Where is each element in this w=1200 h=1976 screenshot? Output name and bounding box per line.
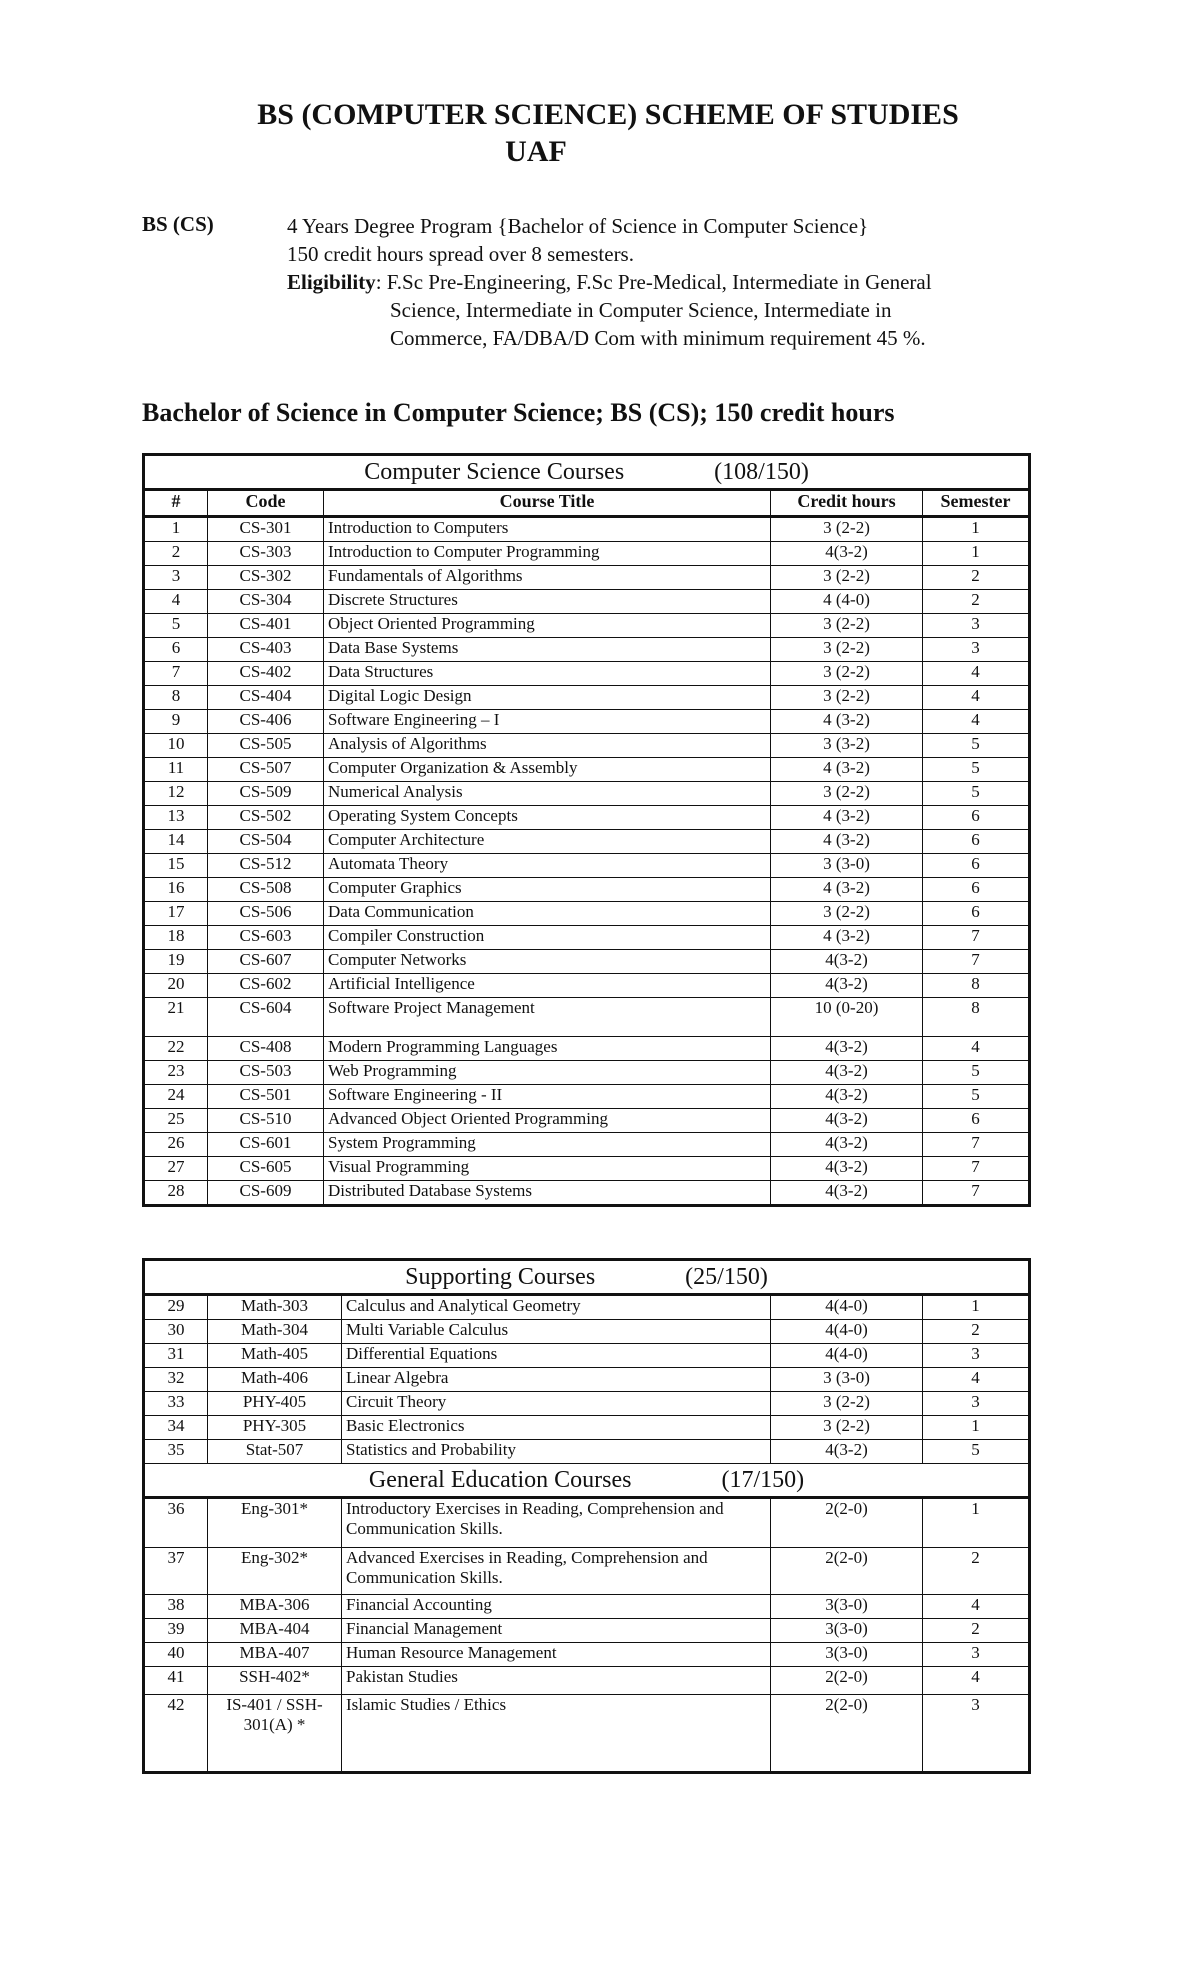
column-header-row-number: # [144,490,208,517]
course-title: Multi Variable Calculus [342,1320,771,1344]
column-header-credit-hours: Credit hours [771,490,923,517]
course-code: CS-304 [208,590,324,614]
course-code: CS-406 [208,710,324,734]
course-code: CS-401 [208,614,324,638]
credit-hours: 3 (2-2) [771,782,923,806]
program-label: BS (CS) [142,212,214,236]
course-code: CS-509 [208,782,324,806]
credit-hours: 4 (4-0) [771,590,923,614]
semester: 5 [923,1440,1030,1464]
course-code: MBA-407 [208,1643,342,1667]
credit-hours: 4 (3-2) [771,710,923,734]
course-code: CS-402 [208,662,324,686]
program-line-1: 4 Years Degree Program {Bachelor of Science in Computer Science} [287,214,869,238]
row-number: 11 [144,758,208,782]
row-number: 40 [144,1643,208,1667]
row-number: 25 [144,1109,208,1133]
section-heading: Bachelor of Science in Computer Science; BS (CS); 150 credit hours [142,398,895,427]
semester: 4 [923,662,1030,686]
column-header-course-code: Code [208,490,324,517]
table-row [144,758,1030,782]
table-row [144,662,1030,686]
row-number: 14 [144,830,208,854]
table-row [144,974,1030,998]
course-code: Stat-507 [208,1440,342,1464]
semester: 6 [923,878,1030,902]
course-title: Introduction to Computers [324,517,771,542]
semester: 3 [923,614,1030,638]
row-number: 26 [144,1133,208,1157]
row-number: 23 [144,1061,208,1085]
course-title: Financial Management [342,1619,771,1643]
credit-hours: 4(3-2) [771,1157,923,1181]
section-title-row [144,1464,1030,1498]
row-number: 34 [144,1416,208,1440]
course-code: CS-510 [208,1109,324,1133]
course-code: CS-603 [208,926,324,950]
section-title: Computer Science Courses [364,459,625,485]
credit-hours: 2(2-0) [771,1667,923,1695]
course-title: Basic Electronics [342,1416,771,1440]
credit-hours: 4(3-2) [771,974,923,998]
credit-hours: 3 (2-2) [771,1416,923,1440]
semester: 5 [923,1061,1030,1085]
semester: 7 [923,1157,1030,1181]
row-number: 10 [144,734,208,758]
table-row [144,1061,1030,1085]
course-title: Pakistan Studies [342,1667,771,1695]
row-number: 37 [144,1548,208,1595]
row-number: 4 [144,590,208,614]
course-code: CS-403 [208,638,324,662]
row-number: 31 [144,1344,208,1368]
row-number: 30 [144,1320,208,1344]
credit-hours: 3 (2-2) [771,517,923,542]
semester: 6 [923,1109,1030,1133]
semester: 7 [923,1181,1030,1206]
table-row [144,1133,1030,1157]
course-title: Differential Equations [342,1344,771,1368]
course-code: CS-604 [208,998,324,1037]
credit-hours: 3 (2-2) [771,662,923,686]
semester: 5 [923,1085,1030,1109]
credit-hours: 4(3-2) [771,1109,923,1133]
table-row [144,1037,1030,1061]
course-title: Data Base Systems [324,638,771,662]
table-row [144,902,1030,926]
row-number: 19 [144,950,208,974]
row-number: 17 [144,902,208,926]
credit-hours: 2(2-0) [771,1695,923,1773]
row-number: 16 [144,878,208,902]
section-title-cell [144,455,1030,490]
course-code: CS-502 [208,806,324,830]
credit-hours: 2(2-0) [771,1498,923,1548]
credit-hours: 4 (3-2) [771,830,923,854]
semester: 2 [923,1548,1030,1595]
course-title: Object Oriented Programming [324,614,771,638]
table-row [144,1440,1030,1464]
credit-hours: 3(3-0) [771,1595,923,1619]
course-code: MBA-404 [208,1619,342,1643]
course-code: CS-503 [208,1061,324,1085]
course-code: Math-406 [208,1368,342,1392]
table-row [144,1695,1030,1773]
row-number: 29 [144,1295,208,1320]
row-number: 28 [144,1181,208,1206]
table-row [144,1498,1030,1548]
table-row [144,1643,1030,1667]
table-row [144,1109,1030,1133]
column-header-course-title: Course Title [324,490,771,517]
course-title: Statistics and Probability [342,1440,771,1464]
course-title: Calculus and Analytical Geometry [342,1295,771,1320]
credit-hours: 4(4-0) [771,1320,923,1344]
semester: 3 [923,1643,1030,1667]
table-row [144,710,1030,734]
table-row [144,566,1030,590]
course-code: CS-301 [208,517,324,542]
semester: 1 [923,1416,1030,1440]
credit-hours: 4(3-2) [771,950,923,974]
semester: 4 [923,710,1030,734]
section-title-row [144,1260,1030,1295]
course-title: Circuit Theory [342,1392,771,1416]
course-code: Eng-302* [208,1548,342,1595]
table-row [144,854,1030,878]
row-number: 3 [144,566,208,590]
eligibility-text-3: Commerce, FA/DBA/D Com with minimum requirement 45 %. [390,326,926,350]
credit-hours: 3 (2-2) [771,638,923,662]
course-title: Financial Accounting [342,1595,771,1619]
row-number: 24 [144,1085,208,1109]
semester: 5 [923,758,1030,782]
semester: 1 [923,517,1030,542]
semester: 1 [923,542,1030,566]
course-title: System Programming [324,1133,771,1157]
course-title: Computer Organization & Assembly [324,758,771,782]
program-line-2: 150 credit hours spread over 8 semesters. [287,242,634,266]
course-title: Human Resource Management [342,1643,771,1667]
credit-hours: 3(3-0) [771,1619,923,1643]
semester: 4 [923,1037,1030,1061]
credit-hours: 4 (3-2) [771,806,923,830]
cs-courses-table [142,453,1031,1207]
table-row [144,830,1030,854]
semester: 5 [923,734,1030,758]
course-title: Linear Algebra [342,1368,771,1392]
row-number: 5 [144,614,208,638]
table-row [144,590,1030,614]
semester: 6 [923,806,1030,830]
credit-hours: 4(3-2) [771,1440,923,1464]
course-code: IS-401 / SSH-301(A) * [208,1695,342,1773]
semester: 4 [923,1667,1030,1695]
semester: 6 [923,830,1030,854]
table-row [144,1667,1030,1695]
credit-hours: 3 (2-2) [771,566,923,590]
course-title: Advanced Object Oriented Programming [324,1109,771,1133]
semester: 3 [923,638,1030,662]
table-row [144,1085,1030,1109]
credit-hours: 3 (3-2) [771,734,923,758]
course-title: Analysis of Algorithms [324,734,771,758]
course-title: Artificial Intelligence [324,974,771,998]
section-title-cell [144,1464,1030,1498]
course-title: Computer Architecture [324,830,771,854]
document-title: BS (COMPUTER SCIENCE) SCHEME OF STUDIES [257,98,959,131]
course-code: CS-605 [208,1157,324,1181]
credit-hours: 4(4-0) [771,1344,923,1368]
course-code: MBA-306 [208,1595,342,1619]
credit-hours: 3(3-0) [771,1643,923,1667]
section-credit-share: (25/150) [685,1264,768,1290]
credit-hours: 4(3-2) [771,1037,923,1061]
eligibility-label: Eligibility [287,270,376,294]
course-code: CS-601 [208,1133,324,1157]
course-code: CS-506 [208,902,324,926]
credit-hours: 3 (2-2) [771,614,923,638]
course-code: CS-303 [208,542,324,566]
section-credit-share: (17/150) [721,1467,805,1493]
semester: 7 [923,950,1030,974]
semester: 2 [923,1320,1030,1344]
course-code: CS-505 [208,734,324,758]
semester: 3 [923,1392,1030,1416]
course-title: Modern Programming Languages [324,1037,771,1061]
section-title: Supporting Courses [405,1264,596,1290]
course-code: CS-408 [208,1037,324,1061]
course-title: Introductory Exercises in Reading, Comprehension and Communication Skills. [342,1498,771,1548]
course-code: Math-405 [208,1344,342,1368]
credit-hours: 3 (2-2) [771,902,923,926]
supporting-general-courses-table [142,1258,1031,1774]
course-title: Software Engineering – I [324,710,771,734]
course-code: CS-609 [208,1181,324,1206]
course-title: Data Communication [324,902,771,926]
semester: 4 [923,1595,1030,1619]
table-row [144,1368,1030,1392]
course-code: CS-607 [208,950,324,974]
eligibility-text-2: Science, Intermediate in Computer Science, Intermediate in [390,298,892,322]
semester: 8 [923,998,1030,1037]
row-number: 15 [144,854,208,878]
course-title: Distributed Database Systems [324,1181,771,1206]
table-row [144,878,1030,902]
credit-hours: 4 (3-2) [771,926,923,950]
credit-hours: 4(3-2) [771,1061,923,1085]
table-row [144,950,1030,974]
table-row [144,1295,1030,1320]
row-number: 2 [144,542,208,566]
semester: 3 [923,1344,1030,1368]
row-number: 12 [144,782,208,806]
credit-hours: 3 (2-2) [771,1392,923,1416]
semester: 1 [923,1498,1030,1548]
row-number: 18 [144,926,208,950]
row-number: 6 [144,638,208,662]
course-title: Automata Theory [324,854,771,878]
section-title-cell [144,1260,1030,1295]
credit-hours: 10 (0-20) [771,998,923,1037]
course-code: CS-404 [208,686,324,710]
course-code: SSH-402* [208,1667,342,1695]
section-title: General Education Courses [368,1467,632,1493]
semester: 4 [923,1368,1030,1392]
table-row [144,517,1030,542]
row-number: 9 [144,710,208,734]
row-number: 20 [144,974,208,998]
course-title: Web Programming [324,1061,771,1085]
row-number: 42 [144,1695,208,1773]
course-code: CS-602 [208,974,324,998]
course-code: CS-508 [208,878,324,902]
course-title: Discrete Structures [324,590,771,614]
table-row [144,1181,1030,1206]
row-number: 27 [144,1157,208,1181]
row-number: 38 [144,1595,208,1619]
course-title: Operating System Concepts [324,806,771,830]
credit-hours: 3 (3-0) [771,854,923,878]
semester: 6 [923,854,1030,878]
course-code: CS-302 [208,566,324,590]
course-code: Math-304 [208,1320,342,1344]
credit-hours: 4(3-2) [771,542,923,566]
semester: 3 [923,1695,1030,1773]
program-description [287,212,932,352]
course-title: Islamic Studies / Ethics [342,1695,771,1773]
row-number: 39 [144,1619,208,1643]
credit-hours: 3 (2-2) [771,686,923,710]
course-title: Data Structures [324,662,771,686]
course-title: Visual Programming [324,1157,771,1181]
table-row [144,638,1030,662]
section-title-row [144,455,1030,490]
row-number: 1 [144,517,208,542]
credit-hours: 4 (3-2) [771,758,923,782]
course-code: Math-303 [208,1295,342,1320]
table-row [144,998,1030,1037]
course-title: Introduction to Computer Programming [324,542,771,566]
course-title: Software Project Management [324,998,771,1037]
table-row [144,926,1030,950]
document-subtitle: UAF [505,135,567,168]
credit-hours: 4(3-2) [771,1085,923,1109]
table-row [144,542,1030,566]
table-row [144,1595,1030,1619]
semester: 7 [923,1133,1030,1157]
table-row [144,782,1030,806]
table-row [144,806,1030,830]
row-number: 32 [144,1368,208,1392]
eligibility-text-1: : F.Sc Pre-Engineering, F.Sc Pre-Medical, Intermediate in General [375,270,932,294]
table-row [144,1619,1030,1643]
semester: 2 [923,566,1030,590]
table-header-row [144,490,1030,517]
table-row [144,1344,1030,1368]
credit-hours: 4 (3-2) [771,878,923,902]
course-title: Numerical Analysis [324,782,771,806]
table-row [144,1392,1030,1416]
table-row [144,686,1030,710]
section-credit-share: (108/150) [714,459,809,485]
credit-hours: 2(2-0) [771,1548,923,1595]
credit-hours: 3 (3-0) [771,1368,923,1392]
row-number: 13 [144,806,208,830]
eligibility-line [287,268,932,296]
course-title: Computer Graphics [324,878,771,902]
credit-hours: 4(3-2) [771,1181,923,1206]
credit-hours: 4(3-2) [771,1133,923,1157]
course-title: Compiler Construction [324,926,771,950]
table-row [144,1157,1030,1181]
course-code: CS-507 [208,758,324,782]
row-number: 41 [144,1667,208,1695]
table-row [144,1320,1030,1344]
course-code: CS-504 [208,830,324,854]
course-title: Software Engineering - II [324,1085,771,1109]
semester: 8 [923,974,1030,998]
table-row [144,734,1030,758]
table-row [144,1548,1030,1595]
course-title: Advanced Exercises in Reading, Comprehension and Communication Skills. [342,1548,771,1595]
course-title: Computer Networks [324,950,771,974]
row-number: 33 [144,1392,208,1416]
semester: 6 [923,902,1030,926]
row-number: 22 [144,1037,208,1061]
row-number: 7 [144,662,208,686]
semester: 1 [923,1295,1030,1320]
column-header-semester: Semester [923,490,1030,517]
semester: 2 [923,1619,1030,1643]
course-code: CS-512 [208,854,324,878]
semester: 7 [923,926,1030,950]
table-row [144,614,1030,638]
row-number: 35 [144,1440,208,1464]
course-code: PHY-405 [208,1392,342,1416]
table-row [144,1416,1030,1440]
course-title: Fundamentals of Algorithms [324,566,771,590]
row-number: 8 [144,686,208,710]
row-number: 21 [144,998,208,1037]
row-number: 36 [144,1498,208,1548]
semester: 4 [923,686,1030,710]
course-title: Digital Logic Design [324,686,771,710]
course-code: PHY-305 [208,1416,342,1440]
credit-hours: 4(4-0) [771,1295,923,1320]
semester: 2 [923,590,1030,614]
semester: 5 [923,782,1030,806]
course-code: Eng-301* [208,1498,342,1548]
course-code: CS-501 [208,1085,324,1109]
